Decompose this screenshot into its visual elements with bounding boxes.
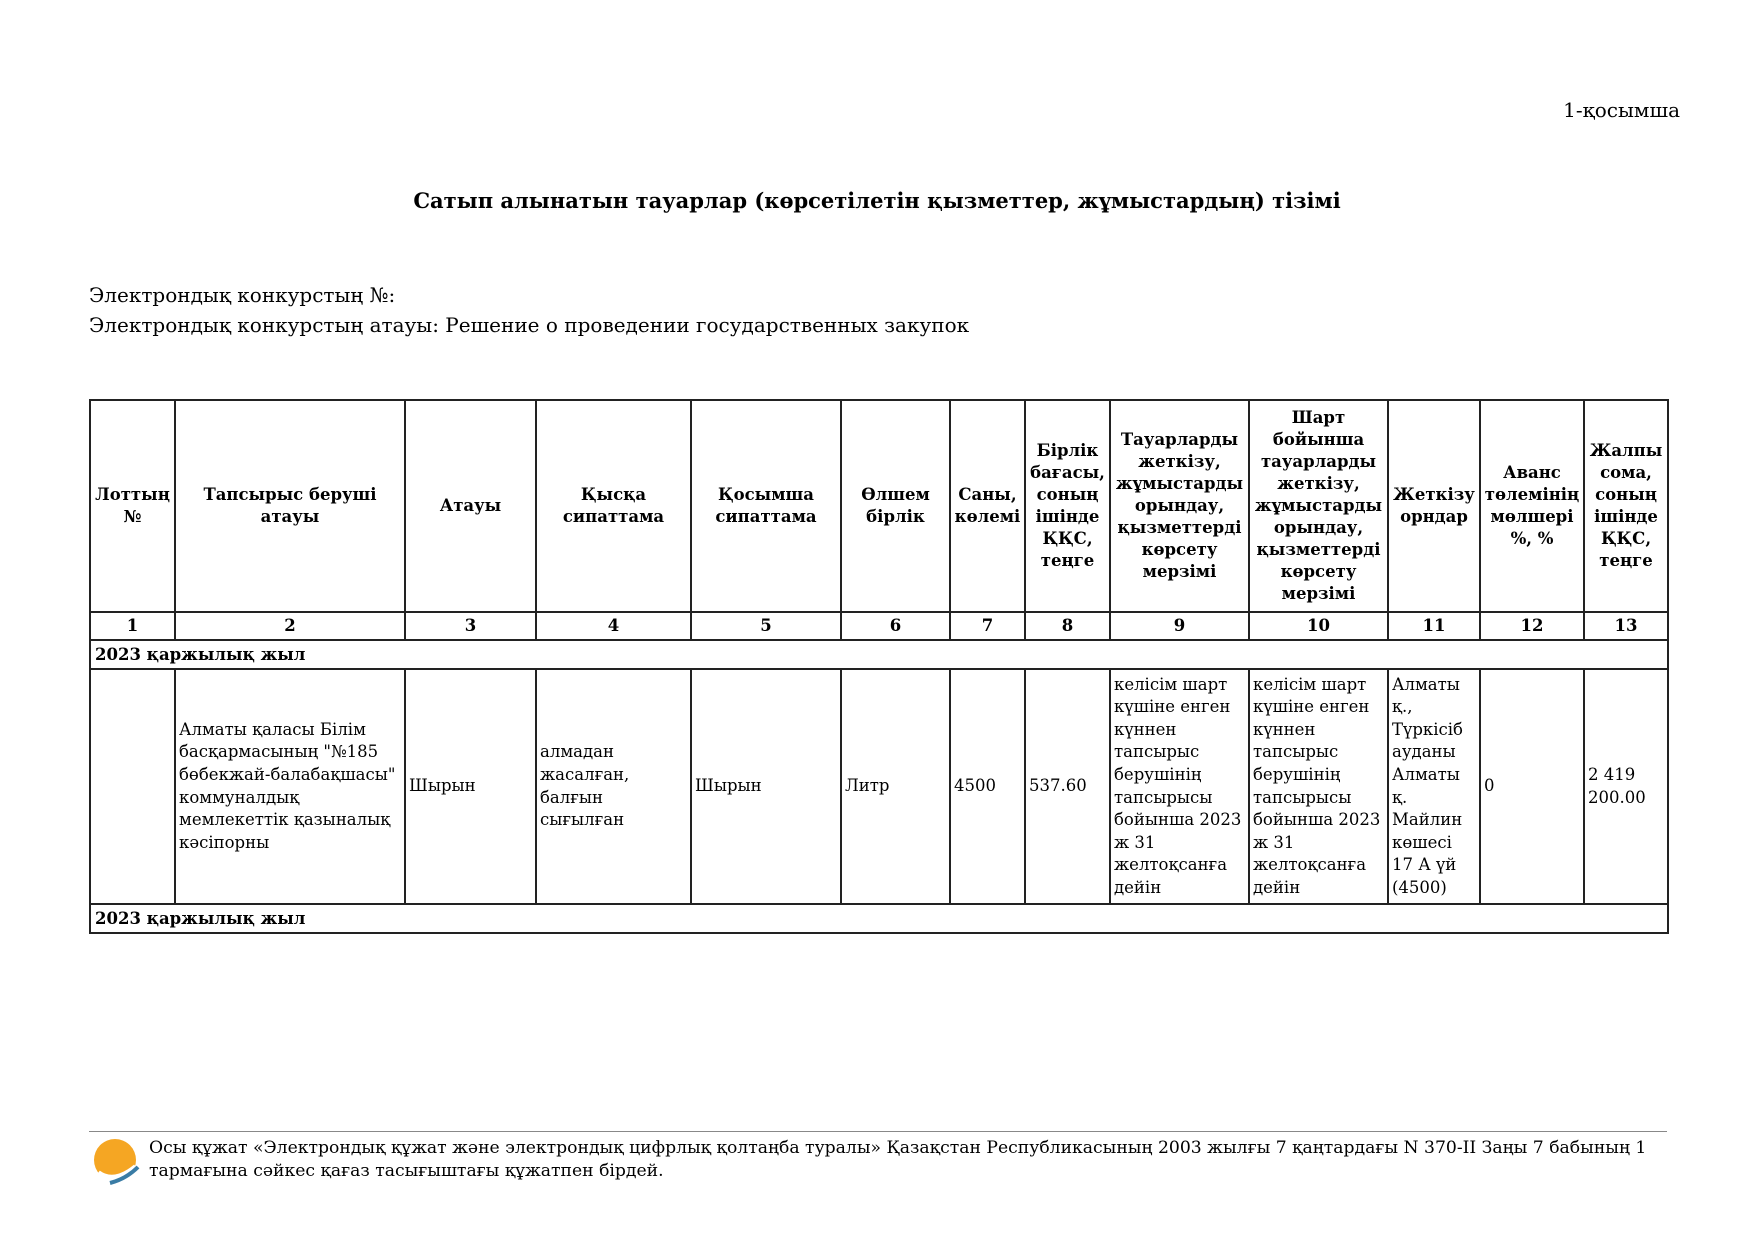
cell-lot-no	[90, 669, 175, 904]
col-header: Шарт бойынша тауарларды жеткізу, жұмыстарды орындау, қызметтерді көрсету мерзімі	[1249, 400, 1388, 612]
competition-number-label: Электрондық конкурстың №:	[89, 283, 396, 307]
column-number-row	[90, 612, 1668, 640]
col-header: Жеткізу орндар	[1388, 400, 1480, 612]
col-header: Лоттың №	[90, 400, 175, 612]
col-number: 6	[841, 612, 950, 640]
col-number: 2	[175, 612, 405, 640]
cell-short-desc: алмадан жасалған, балғын сығылған	[536, 669, 691, 904]
col-number: 1	[90, 612, 175, 640]
col-number: 3	[405, 612, 536, 640]
col-number: 5	[691, 612, 841, 640]
cell-total: 2 419 200.00	[1584, 669, 1668, 904]
col-number: 7	[950, 612, 1025, 640]
competition-name	[89, 313, 969, 337]
col-header: Жалпы сома, соның ішінде ҚҚС, теңге	[1584, 400, 1668, 612]
col-header: Тауарларды жеткізу, жұмыстарды орындау, қызметтерді көрсету мерзімі	[1110, 400, 1249, 612]
footer-legal-note: Осы құжат «Электрондық құжат және электрондық цифрлық қолтаңба туралы» Қазақстан Республикасының 2003 жылғы 7 қаңтардағы N 370-II Заңы 7 бабының 1 тармағына сәйкес қағаз тасығыштағы құжатпен бірдей.	[149, 1138, 1647, 1181]
fiscal-year-row	[90, 904, 1668, 933]
col-number: 9	[1110, 612, 1249, 640]
col-number: 4	[536, 612, 691, 640]
col-number: 11	[1388, 612, 1480, 640]
col-number: 8	[1025, 612, 1110, 640]
competition-number	[89, 283, 395, 307]
cell-unit: Литр	[841, 669, 950, 904]
col-number: 12	[1480, 612, 1584, 640]
cell-extra-desc: Шырын	[691, 669, 841, 904]
competition-name-label: Электрондық конкурстың атауы:	[89, 313, 439, 337]
col-header: Қысқа сипаттама	[536, 400, 691, 612]
cell-customer: Алматы қаласы Білім басқармасының "№185 бөбекжай-балабақшасы" коммуналдық мемлекеттік қазыналық кәсіпорны	[175, 669, 405, 904]
col-header: Қосымша сипаттама	[691, 400, 841, 612]
col-header: Бірлік бағасы, соның ішінде ҚҚС, теңге	[1025, 400, 1110, 612]
annex-label: 1-қосымша	[1563, 98, 1680, 122]
competition-name-value: Решение о проведении государственных закупок	[445, 313, 970, 337]
col-header: Аванс төлемінің мөлшері %, %	[1480, 400, 1584, 612]
cell-unit-price: 537.60	[1025, 669, 1110, 904]
cell-name: Шырын	[405, 669, 536, 904]
footer-divider	[89, 1131, 1667, 1132]
fiscal-year-label: 2023 қаржылық жыл	[90, 904, 1668, 933]
col-header: Атауы	[405, 400, 536, 612]
fiscal-year-label: 2023 қаржылық жыл	[90, 640, 1668, 669]
egov-logo-icon	[92, 1137, 142, 1187]
col-header: Тапсырыс беруші атауы	[175, 400, 405, 612]
col-number: 10	[1249, 612, 1388, 640]
cell-qty: 4500	[950, 669, 1025, 904]
cell-contract-term: келісім шарт күшіне енген күннен тапсырыс берушінің тапсырысы бойынша 2023 ж 31 желтоқсанға дейін	[1249, 669, 1388, 904]
fiscal-year-row	[90, 640, 1668, 669]
col-number: 13	[1584, 612, 1668, 640]
cell-advance: 0	[1480, 669, 1584, 904]
table-header-row	[90, 400, 1668, 612]
col-header: Өлшем бірлік	[841, 400, 950, 612]
table-row	[90, 669, 1668, 904]
cell-place: Алматы қ., Түркісіб ауданы Алматы қ. Майлин көшесі 17 А үй (4500)	[1388, 669, 1480, 904]
col-header: Саны, көлемі	[950, 400, 1025, 612]
document-title: Сатып алынатын тауарлар (көрсетілетін қызметтер, жұмыстардың) тізімі	[413, 188, 1341, 213]
cell-delivery-term: келісім шарт күшіне енген күннен тапсырыс берушінің тапсырысы бойынша 2023 ж 31 желтоқсанға дейін	[1110, 669, 1249, 904]
lots-table	[89, 399, 1669, 934]
